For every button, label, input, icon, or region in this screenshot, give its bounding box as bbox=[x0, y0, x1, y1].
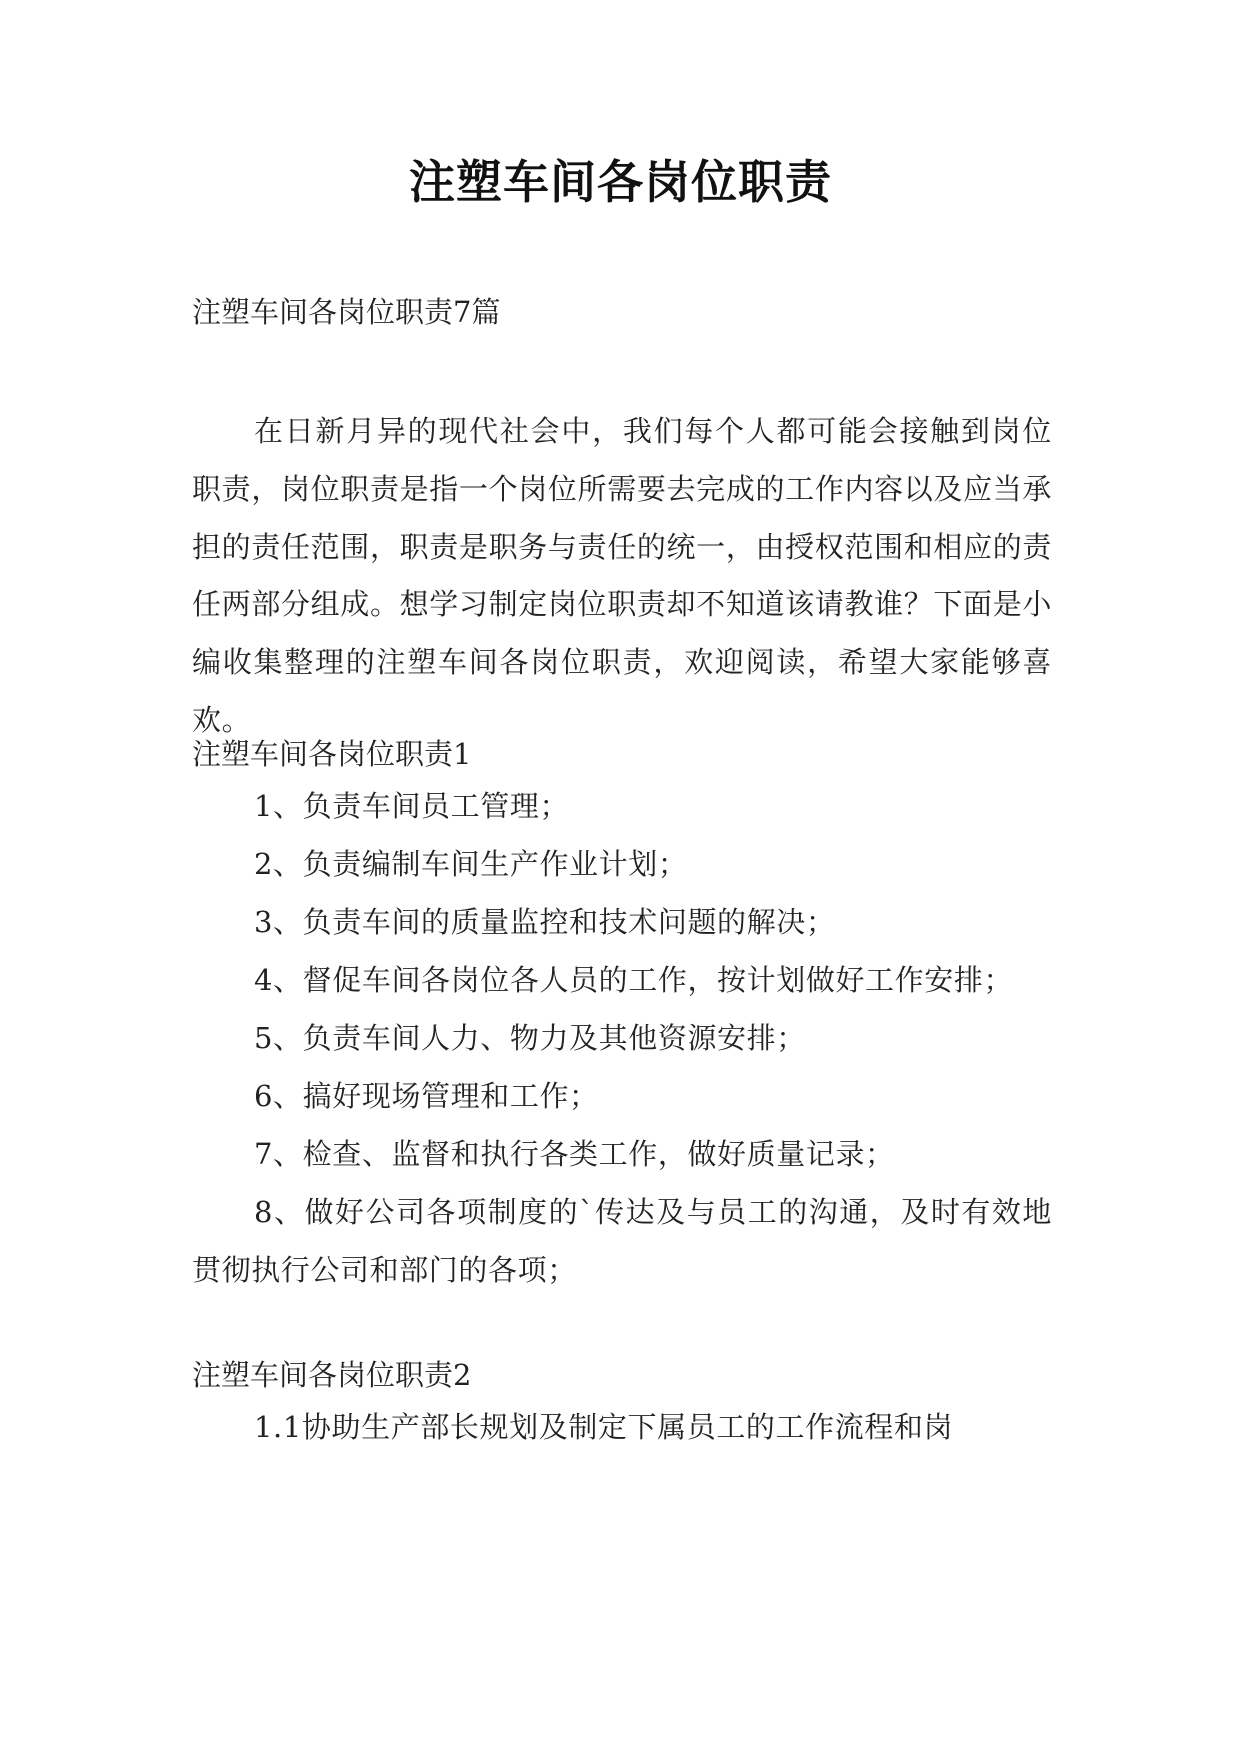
list-item: 8、做好公司各项制度的`传达及与员工的沟通，及时有效地贯彻执行公司和部门的各项； bbox=[192, 1195, 1052, 1287]
list-item: 6、搞好现场管理和工作； bbox=[254, 1079, 599, 1113]
intro-paragraph: 在日新月异的现代社会中，我们每个人都可能会接触到岗位职责，岗位职责是指一个岗位所需要去完成的工作内容以及应当承担的责任范围，职责是职务与责任的统一，由授权范围和相应的责任两部分组成。想学习制定岗位职责却不知道该请教谁？下面是小编收集整理的注塑车间各岗位职责，欢迎阅读，希望大家能够喜欢。 bbox=[192, 414, 1052, 737]
list-item: 4、督促车间各岗位各人员的工作，按计划做好工作安排； bbox=[254, 963, 1014, 997]
section-heading-1: 注塑车间各岗位职责1 bbox=[192, 737, 472, 771]
list-item: 3、负责车间的质量监控和技术问题的解决； bbox=[254, 905, 836, 939]
list-item: 2、负责编制车间生产作业计划； bbox=[254, 847, 688, 881]
section-heading-2: 注塑车间各岗位职责2 bbox=[192, 1358, 472, 1392]
section-2-list bbox=[192, 1398, 1052, 1456]
document-title: 注塑车间各岗位职责 bbox=[409, 155, 832, 209]
list-item: 7、检查、监督和执行各类工作，做好质量记录； bbox=[254, 1137, 895, 1171]
document-subtitle: 注塑车间各岗位职责7篇 bbox=[192, 295, 501, 329]
list-item: 1、负责车间员工管理； bbox=[254, 789, 570, 823]
list-item: 5、负责车间人力、物力及其他资源安排； bbox=[254, 1021, 806, 1055]
section-1-list bbox=[192, 777, 1052, 1299]
list-item: 1.1协助生产部长规划及制定下属员工的工作流程和岗 bbox=[254, 1410, 954, 1444]
